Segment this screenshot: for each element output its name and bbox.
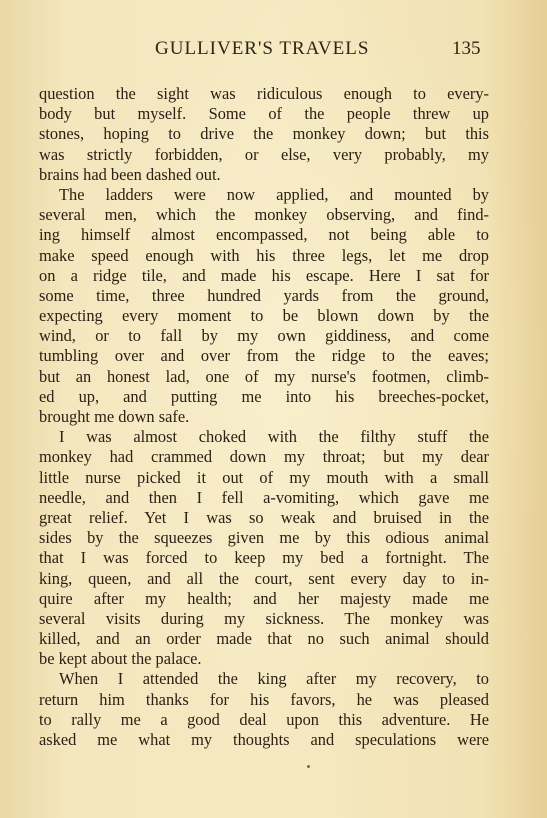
text-line: question the sight was ridiculous enough to every-	[39, 84, 489, 103]
text-line: several men, which the monkey observing, and find-	[39, 205, 489, 225]
text-line: wind, or to fall by my own giddiness, and come	[39, 326, 489, 346]
text-line: be kept about the palace.	[39, 649, 202, 669]
text-line: brought me down safe.	[39, 407, 190, 426]
text-line: The ladders were now applied, and mounted by	[59, 184, 489, 204]
text-line: return him thanks for his favors, he was pleased	[39, 689, 489, 709]
print-speck	[307, 765, 310, 768]
text-line: great relief. Yet I was so weak and bruised in the	[39, 507, 489, 527]
text-line: needle, and then I fell a-vomiting, which gave me	[39, 487, 489, 507]
text-line: make speed enough with his three legs, let me drop	[39, 245, 489, 265]
body-text	[39, 84, 489, 750]
page-number: 135	[452, 38, 481, 59]
text-line: some time, three hundred yards from the ground,	[39, 285, 489, 305]
text-line: When I attended the king after my recovery, to	[59, 669, 489, 689]
running-head	[0, 38, 547, 62]
running-title: GULLIVER'S TRAVELS	[155, 38, 370, 59]
text-line: monkey had crammed down my throat; but my dear	[39, 447, 489, 467]
text-line: sides by the squeezes given me by this odious animal	[39, 528, 489, 548]
text-line: asked me what my thoughts and speculations were	[39, 730, 489, 749]
text-line: I was almost choked with the filthy stuff the	[59, 427, 489, 447]
text-line: that I was forced to keep my bed a fortnight. The	[39, 548, 489, 568]
text-line: to rally me a good deal upon this adventure. He	[39, 709, 489, 729]
text-line: king, queen, and all the court, sent every day to in-	[39, 568, 489, 588]
text-line: brains had been dashed out.	[39, 164, 221, 184]
text-line: was strictly forbidden, or else, very probably, my	[39, 144, 489, 164]
text-line: ed up, and putting me into his breeches-pocket,	[39, 386, 489, 406]
text-line: ing himself almost encompassed, not being able to	[39, 225, 489, 245]
text-line: on a ridge tile, and made his escape. Here I sat for	[39, 265, 489, 285]
text-line: several visits during my sickness. The monkey was	[39, 608, 489, 628]
text-line: body but myself. Some of the people threw up	[39, 104, 489, 124]
text-line: stones, hoping to drive the monkey down; but this	[39, 124, 489, 144]
text-line: little nurse picked it out of my mouth with a small	[39, 467, 489, 487]
text-line: but an honest lad, one of my nurse's footmen, climb-	[39, 366, 489, 386]
text-line: tumbling over and over from the ridge to the eaves;	[39, 346, 489, 366]
text-line: quire after my health; and her majesty made me	[39, 588, 489, 608]
text-line: expecting every moment to be blown down by the	[39, 306, 489, 326]
text-line: killed, and an order made that no such animal should	[39, 629, 489, 649]
